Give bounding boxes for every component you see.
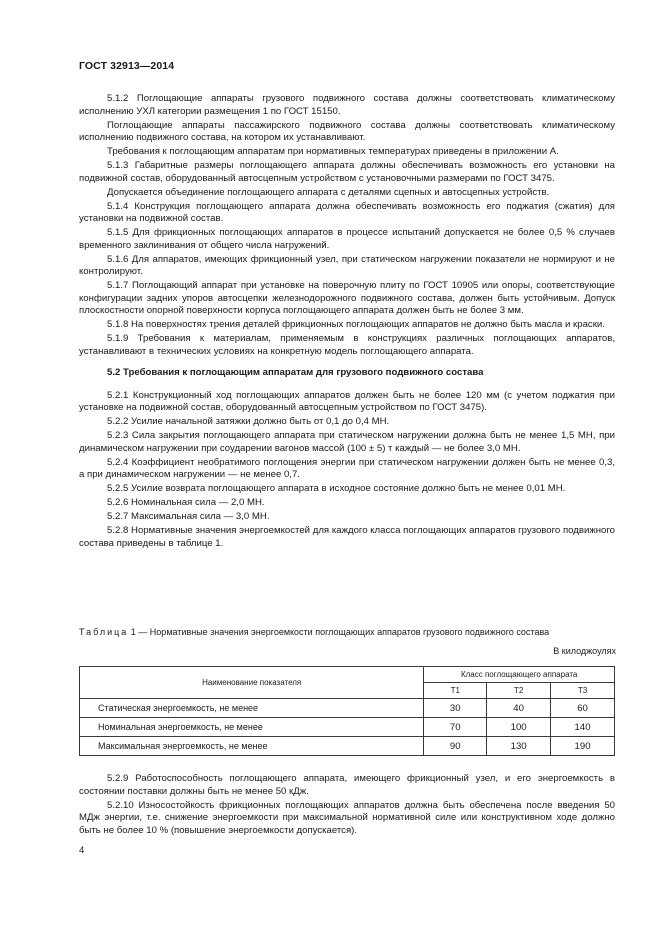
header-class-t2: Т2 [487, 683, 551, 699]
paragraph: 5.1.5 Для фрикционных поглощающих аппаратов в процессе испытаний допускается не более 0,5 % случаев временного заклинивания от общего числа нагружений. [79, 227, 615, 251]
paragraph: 5.2.9 Работоспособность поглощающего аппарата, имеющего фрикционный узел, и его энергоемкость в состоянии поставки должны быть не менее 50 кДж. [79, 773, 615, 797]
paragraph: 5.2.7 Максимальная сила — 3,0 МН. [107, 511, 270, 522]
paragraph: 5.2.3 Сила закрытия поглощающего аппарата при статическом нагружении должна быть не менее 1,5 МН, при динамическом нагружении при соударении вагонов массой (100 ± 5) т каждый — не более 3,0 МН. [79, 430, 615, 454]
table-row [80, 699, 615, 718]
table-caption [79, 627, 619, 638]
cell-value: 140 [551, 718, 615, 737]
cell-value: 60 [551, 699, 615, 718]
paragraph: 5.2.5 Усилие возврата поглощающего аппарата в исходное состояние должно быть не менее 0,01 МН. [107, 483, 566, 494]
paragraph: 5.1.4 Конструкция поглощающего аппарата должна обеспечивать возможность его поджатия (сжатия) для установки на подвижной состав. [79, 200, 615, 224]
row-label: Номинальная энергоемкость, не менее [80, 718, 424, 737]
table-units: В килоджоулях [553, 646, 616, 656]
table-caption-prefix: Таблица [79, 627, 129, 637]
paragraph: 5.1.8 На поверхностях трения деталей фрикционных поглощающих аппаратов не должно быть масла и краски. [107, 319, 605, 330]
body-text-after-table [79, 773, 615, 839]
paragraph: 5.2.6 Номинальная сила — 2,0 МН. [107, 497, 265, 508]
paragraph: 5.2.8 Нормативные значения энергоемкостей для каждого класса поглощающих аппаратов грузового подвижного состава приведены в таблице 1. [79, 525, 615, 549]
paragraph: 5.1.9 Требования к материалам, применяемым в конструкциях различных поглощающих аппаратов, устанавливают в технических условиях на конкретную модель поглощающего аппарата. [79, 333, 615, 357]
row-label: Максимальная энергоемкость, не менее [80, 737, 424, 756]
paragraph: 5.1.7 Поглощающий аппарат при установке на поверочную плиту по ГОСТ 10905 или опоры, соответствующие конфигурации задних упоров автосцепки железнодорожного подвижного состава, должен быть устойчивым. Допуск плоскостности опорной поверхности корпуса поглощающего аппарата должен быть не более 3 мм. [79, 280, 615, 316]
table-row [80, 718, 615, 737]
header-indicator-name: Наименование показателя [80, 667, 424, 699]
paragraph: 5.1.6 Для аппаратов, имеющих фрикционный узел, при статическом нагружении показатели не нормируют и не контролируют. [79, 253, 615, 277]
cell-value: 130 [487, 737, 551, 756]
cell-value: 100 [487, 718, 551, 737]
energy-table [79, 666, 615, 756]
paragraph: 5.1.2 Поглощающие аппараты грузового подвижного состава должны соответствовать климатическому исполнению УХЛ категории размещения 1 по ГОСТ 15150. [79, 93, 615, 117]
paragraph: 5.2.1 Конструкционный ход поглощающих аппаратов должен быть не более 120 мм (с учетом поджатия при установке на подвижной состав, оборудованный автосцепным устройством по ГОСТ 3475). [79, 389, 615, 413]
cell-value: 70 [424, 718, 487, 737]
header-class-t1: Т1 [424, 683, 487, 699]
cell-value: 40 [487, 699, 551, 718]
row-label: Статическая энергоемкость, не менее [80, 699, 424, 718]
paragraph: 5.1.3 Габаритные размеры поглощающего аппарата должны обеспечивать возможность его установки на подвижной состав, оборудованный автосцепным устройством с установочными размерами по ГОСТ 3475. [79, 160, 615, 184]
document-header: ГОСТ 32913—2014 [79, 60, 175, 72]
paragraph: Поглощающие аппараты пассажирского подвижного состава должны соответствовать климатическому исполнению подвижного состава, на котором их устанавливают. [79, 119, 615, 143]
cell-value: 30 [424, 699, 487, 718]
paragraph: 5.2.4 Коэффициент необратимого поглощения энергии при статическом нагружении должен быть не менее 0,3, а при динамическом нагружении — не менее 0,7. [79, 456, 615, 480]
section-heading: 5.2 Требования к поглощающим аппаратам для грузового подвижного состава [107, 367, 484, 378]
paragraph: 5.2.10 Износостойкость фрикционных поглощающих аппаратов должна быть обеспечена после введения 50 МДж энергии, т.е. снижение энергоемкости при максимальной нормативной силе или конструктивном ходе должно быть не более 10 % (повышение энергоемкости допускается). [79, 799, 615, 836]
header-class: Класс поглощающего аппарата [424, 667, 615, 683]
header-class-t3: Т3 [551, 683, 615, 699]
table-caption-text: 1 — Нормативные значения энергоемкости поглощающих аппаратов грузового подвижного состава [128, 627, 550, 637]
page-number: 4 [79, 845, 85, 856]
paragraph: 5.2.2 Усилие начальной затяжки должно быть от 0,1 до 0,4 МН. [107, 416, 390, 427]
cell-value: 90 [424, 737, 487, 756]
paragraph: Допускается объединение поглощающего аппарата с деталями сцепных и автосцепных устройств. [107, 186, 550, 198]
table-row [80, 737, 615, 756]
paragraph: Требования к поглощающим аппаратам при нормативных температурах приведены в приложении А. [107, 146, 559, 157]
cell-value: 190 [551, 737, 615, 756]
body-text [79, 93, 615, 552]
